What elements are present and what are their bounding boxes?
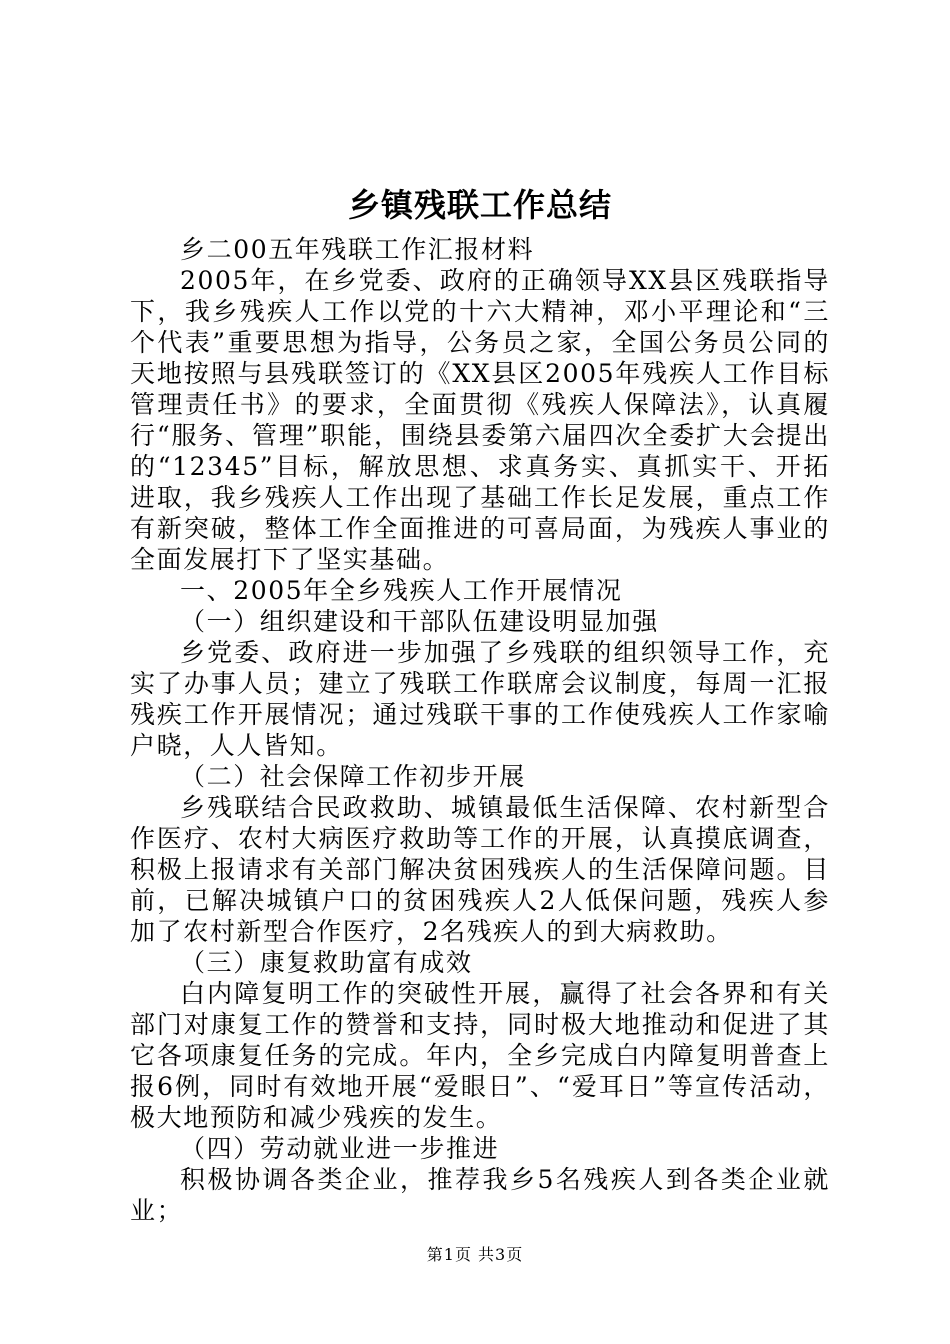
body-paragraph-2: 乡残联结合民政救助、城镇最低生活保障、农村新型合作医疗、农村大病医疗救助等工作的开展，认真摸底调查，积极上报请求有关部门解决贫困残疾人的生活保障问题。目前，已解决城镇户口的贫困残疾人2人低保问题，残疾人参加了农村新型合作医疗，2名残疾人的到大病救助。 [130,793,830,946]
subsection-heading-1: （一）组织建设和干部队伍建设明显加强 [180,607,659,636]
document-title: 乡镇残联工作总结 [347,186,612,224]
page-number-footer: 第1页 共3页 [426,1245,524,1264]
report-subtitle: 乡二00五年残联工作汇报材料 [180,235,535,264]
document-page [130,180,830,1226]
subsection-heading-3: （三）康复救助富有成效 [180,948,473,977]
body-paragraph-4: 积极协调各类企业，推荐我乡5名残疾人到各类企业就业； [130,1165,830,1225]
intro-paragraph: 2005年，在乡党委、政府的正确领导XX县区残联指导下，我乡残疾人工作以党的十六大精神，邓小平理论和“三个代表”重要思想为指导，公务员之家，全国公务员公同的天地按照与县残联签订的《XX县区2005年残疾人工作目标管理责任书》的要求，全面贯彻《残疾人保障法》，认真履行“服务、管理”职能，围绕县委第六届四次全委扩大会提出的“12345”目标，解放思想、求真务实、真抓实干、开拓进取，我乡残疾人工作出现了基础工作长足发展，重点工作有新突破，整体工作全面推进的可喜局面，为残疾人事业的全面发展打下了坚实基础。 [130,266,830,574]
subsection-heading-2: （二）社会保障工作初步开展 [180,762,526,791]
document-body [130,234,830,1226]
subsection-heading-4: （四）劳动就业进一步推进 [180,1134,500,1163]
section-heading: 一、2005年全乡残疾人工作开展情况 [180,576,623,605]
body-paragraph-3: 白内障复明工作的突破性开展，赢得了社会各界和有关部门对康复工作的赞誉和支持，同时极大地推动和促进了其它各项康复任务的完成。年内，全乡完成白内障复明普查上报6例，同时有效地开展“爱眼日”、“爱耳日”等宣传活动，极大地预防和减少残疾的发生。 [130,979,830,1132]
body-paragraph-1: 乡党委、政府进一步加强了乡残联的组织领导工作，充实了办事人员；建立了残联工作联席会议制度，每周一汇报残疾工作开展情况；通过残联干事的工作使残疾人工作家喻户晓，人人皆知。 [130,638,830,760]
